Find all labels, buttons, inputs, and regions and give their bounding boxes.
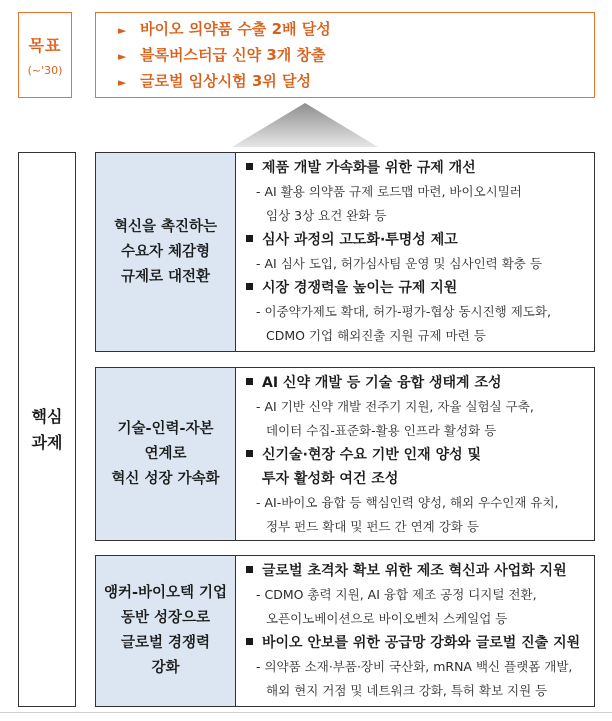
section-title-line: 동반 성장으로	[120, 610, 211, 626]
goal-item-text: 블록버스터급 신약 3개 창출	[140, 46, 326, 64]
task-heading: 글로벌 초격차 확보 위한 제조 혁신과 사업화 지원	[246, 559, 588, 583]
task-heading-continued: 투자 활성화 여건 조성	[262, 471, 399, 487]
core-tasks-label	[18, 152, 76, 707]
task-detail: 해외 현지 거점 및 네트워크 강화, 특허 확보 지원 등	[266, 683, 548, 698]
task-heading: 신기술·현장 수요 기반 인재 양성 및	[246, 443, 588, 467]
goal-item	[118, 68, 594, 94]
section-technology	[95, 367, 595, 541]
section-content	[236, 367, 595, 541]
section-title	[95, 152, 236, 352]
triangle-bullet-icon: ►	[118, 50, 127, 63]
task-detail: - AI 심사 도입, 허가심사팀 운영 및 심사인력 확충 등	[256, 256, 542, 271]
section-title-line: 강화	[151, 660, 180, 676]
section-title-line: 수요자 체감형	[120, 243, 211, 260]
goal-item-text: 글로벌 임상시험 3위 달성	[140, 72, 312, 90]
goal-item	[118, 16, 594, 42]
square-bullet-icon	[246, 450, 253, 457]
square-bullet-icon	[246, 235, 253, 242]
section-regulation	[95, 152, 595, 352]
task-detail: 오픈이노베이션으로 바이오벤처 스케일업 등	[266, 611, 508, 626]
square-bullet-icon	[246, 163, 253, 170]
section-title-line: 앵커-바이오텍 기업	[103, 585, 228, 601]
task-heading: 제품 개발 가속화를 위한 규제 개선	[246, 156, 588, 180]
task-heading: 심사 과정의 고도화·투명성 제고	[246, 228, 588, 252]
goal-box	[95, 12, 595, 98]
goal-label: 목표	[28, 36, 62, 55]
square-bullet-icon	[246, 566, 253, 573]
core-label-line: 과제	[31, 432, 63, 452]
task-detail: - AI-바이오 융합 등 핵심인력 양성, 해외 우수인재 유치,	[256, 495, 559, 510]
goal-period: (~'30)	[27, 64, 63, 77]
task-detail: - 이중약가제도 확대, 허가-평가-협상 동시진행 제도화,	[256, 304, 551, 319]
task-detail: - 의약품 소재·부품·장비 국산화, mRNA 백신 플랫폼 개발,	[256, 659, 573, 674]
square-bullet-icon	[246, 378, 253, 385]
core-label-line: 핵심	[31, 406, 63, 426]
task-heading: 시장 경쟁력을 높이는 규제 지원	[246, 276, 588, 300]
task-detail: - CDMO 총력 지원, AI 융합 제조 공정 디지털 전환,	[256, 587, 537, 602]
goal-label-box	[18, 12, 72, 98]
up-arrow-icon	[230, 101, 380, 149]
triangle-bullet-icon: ►	[118, 24, 127, 37]
task-detail: CDMO 기업 해외진출 지원 규제 마련 등	[266, 328, 486, 343]
section-growth	[95, 555, 595, 707]
section-title	[95, 555, 236, 707]
section-title-line: 규제로 대전환	[120, 268, 211, 285]
task-detail: - AI 기반 신약 개발 전주기 지원, 자율 실험실 구축,	[256, 399, 534, 414]
divider	[0, 712, 612, 713]
section-content	[236, 152, 595, 352]
task-detail: 데이터 수집-표준화-활용 인프라 활성화 등	[266, 423, 497, 438]
goal-item-text: 바이오 의약품 수출 2배 달성	[140, 20, 331, 38]
task-detail: 정부 펀드 확대 및 펀드 간 연계 강화 등	[266, 519, 479, 534]
triangle-bullet-icon: ►	[118, 76, 127, 89]
square-bullet-icon	[246, 638, 253, 645]
section-title-line: 혁신을 촉진하는	[113, 218, 218, 235]
section-content	[236, 555, 595, 707]
section-title-line: 연계로	[144, 445, 187, 462]
section-title-line: 기술-인력-자본	[117, 420, 214, 437]
section-title-line: 혁신 성장 가속화	[111, 470, 220, 487]
goal-item	[118, 42, 594, 68]
task-detail: - AI 활용 의약품 규제 로드맵 마련, 바이오시밀러	[256, 184, 522, 199]
section-title-line: 글로벌 경쟁력	[120, 635, 211, 651]
task-heading: AI 신약 개발 등 기술 융합 생태계 조성	[246, 371, 588, 395]
task-heading: 바이오 안보를 위한 공급망 강화와 글로벌 진출 지원	[246, 631, 588, 655]
square-bullet-icon	[246, 283, 253, 290]
section-title	[95, 367, 236, 541]
task-detail: 임상 3상 요건 완화 등	[266, 208, 387, 223]
